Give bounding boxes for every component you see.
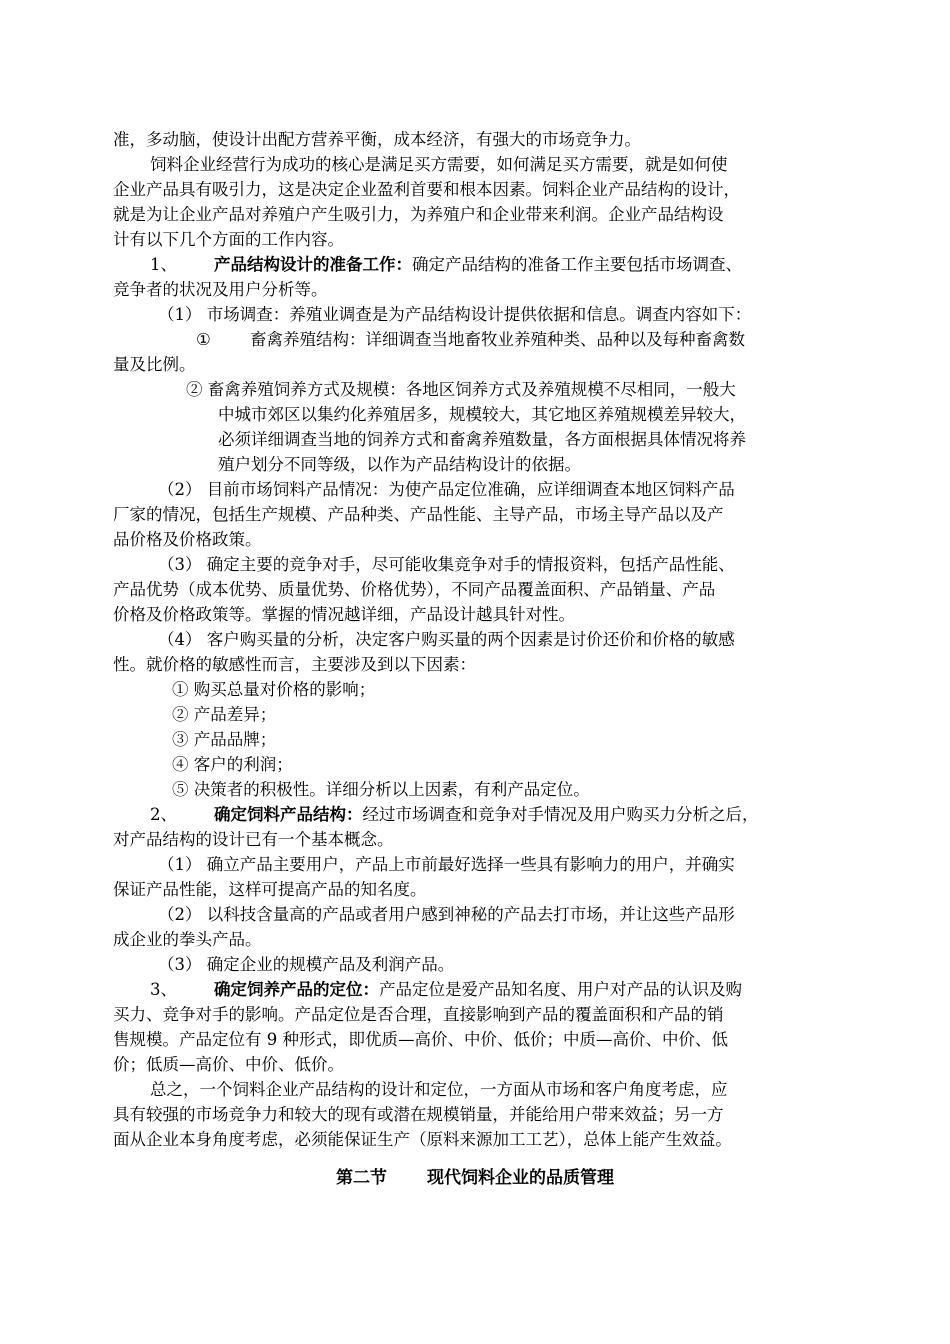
paragraph-line: 计有以下几个方面的工作内容。	[113, 230, 344, 249]
list-item-line: ③ 产品品牌；	[172, 730, 277, 749]
numbered-heading-line: 3、 确定饲养产品的定位：产品定位是爱产品知名度、用户对产品的认识及购	[150, 978, 742, 1002]
paragraph-line: 性。就价格的敏感性而言，主要涉及到以下因素：	[113, 655, 476, 674]
item-number: 1、	[150, 255, 177, 274]
list-item-line: ⑤ 决策者的积极性。详细分析以上因素，有利产品定位。	[172, 780, 590, 799]
paragraph-line: 具有较强的市场竞争力和较大的现有或潜在规模销量，并能给用户带来效益；另一方	[113, 1105, 724, 1124]
paragraph-line: 价；低质—高价、中价、低价。	[113, 1055, 344, 1074]
item-number: ①	[196, 330, 211, 349]
paragraph-line: 量及比例。	[113, 355, 196, 374]
paragraph-line: 就是为让企业产品对养殖户产生吸引力，为养殖户和企业带来利润。企业产品结构设	[113, 205, 724, 224]
paragraph-line: 保证产品性能，这样可提高产品的知名度。	[113, 880, 427, 899]
paragraph-line: 厂家的情况，包括生产规模、产品种类、产品性能、主导产品，市场主导产品以及产	[113, 505, 724, 524]
paragraph-line: （3） 确定主要的竞争对手，尽可能收集竞争对手的情报资料，包括产品性能、	[158, 555, 735, 574]
section-number: 第二节	[336, 1168, 387, 1188]
numbered-heading-line: 2、 确定饲料产品结构：经过市场调查和竞争对手情况及用户购买力分析之后，	[150, 803, 759, 827]
list-item-line: ④ 客户的利润；	[172, 755, 293, 774]
paragraph-line: （2） 以科技含量高的产品或者用户感到神秘的产品去打市场，并让这些产品形	[158, 905, 735, 924]
list-item-line: ① 畜禽养殖结构：详细调查当地畜牧业养殖种类、品种以及每种畜禽数	[196, 328, 745, 352]
paragraph-line: 企业产品具有吸引力，这是决定企业盈利首要和根本因素。饲料企业产品结构的设计，	[113, 180, 740, 199]
paragraph-line: （3） 确定企业的规模产品及利润产品。	[158, 955, 455, 974]
paragraph-line: 必须详细调查当地的饲养方式和畜禽养殖数量，各方面根据具体情况将养	[218, 430, 746, 449]
paragraph-line: 准，多动脑，使设计出配方营养平衡，成本经济，有强大的市场竞争力。	[113, 130, 641, 149]
paragraph-line: （1） 确立产品主要用户，产品上市前最好选择一些具有影响力的用户，并确实	[158, 855, 735, 874]
list-item-line: ② 畜禽养殖饲养方式及规模：各地区饲养方式及养殖规模不尽相同，一般大	[186, 380, 736, 399]
paragraph-line: （1） 市场调查：养殖业调查是为产品结构设计提供依据和信息。调查内容如下：	[158, 305, 752, 324]
paragraph-line: 对产品结构的设计已有一个基本概念。	[113, 830, 394, 849]
paragraph-line: 总之，一个饲料企业产品结构的设计和定位，一方面从市场和客户角度考虑，应	[150, 1080, 728, 1099]
item-heading: 确定饲养产品的定位：	[214, 980, 379, 999]
paragraph-line: 品价格及价格政策。	[113, 530, 262, 549]
paragraph-line: 饲料企业经营行为成功的核心是满足买方需要，如何满足买方需要，就是如何使	[150, 155, 728, 174]
item-number: 3、	[150, 980, 177, 999]
paragraph-line: 产品优势（成本优势、质量优势、价格优势），不同产品覆盖面积、产品销量、产品	[113, 580, 716, 599]
paragraph-line: 中城市郊区以集约化养殖居多，规模较大，其它地区养殖规模差异较大，	[218, 405, 746, 424]
item-number: 2、	[150, 805, 177, 824]
item-heading: 产品结构设计的准备工作：	[214, 255, 412, 274]
section-heading	[0, 1166, 950, 1190]
paragraph-line: （2） 目前市场饲料产品情况：为使产品定位准确，应详细调查本地区饲料产品	[158, 480, 735, 499]
list-item-line: ① 购买总量对价格的影响；	[172, 680, 376, 699]
paragraph-line: 价格及价格政策等。掌握的情况越详细，产品设计越具针对性。	[113, 605, 575, 624]
item-heading: 确定饲料产品结构：	[214, 805, 363, 824]
paragraph-line: 成企业的拳头产品。	[113, 930, 262, 949]
paragraph-line: 竞争者的状况及用户分析等。	[113, 280, 328, 299]
paragraph-line: （4） 客户购买量的分析，决定客户购买量的两个因素是讨价还价和价格的敏感	[158, 630, 735, 649]
numbered-heading-line: 1、 产品结构设计的准备工作：确定产品结构的准备工作主要包括市场调查、	[150, 253, 742, 277]
paragraph-line: 面从企业本身角度考虑，必须能保证生产（原料来源加工工艺），总体上能产生效益。	[113, 1130, 732, 1149]
paragraph-line: 殖户划分不同等级，以作为产品结构设计的依据。	[218, 455, 581, 474]
paragraph-line: 买力、竞争对手的影响。产品定位是否合理，直接影响到产品的覆盖面积和产品的销	[113, 1005, 724, 1024]
paragraph-line: 售规模。产品定位有 9 种形式，即优质—高价、中价、低价；中质—高价、中价、低	[113, 1030, 728, 1049]
list-item-line: ② 产品差异；	[172, 705, 277, 724]
section-title: 现代饲料企业的品质管理	[427, 1168, 614, 1188]
